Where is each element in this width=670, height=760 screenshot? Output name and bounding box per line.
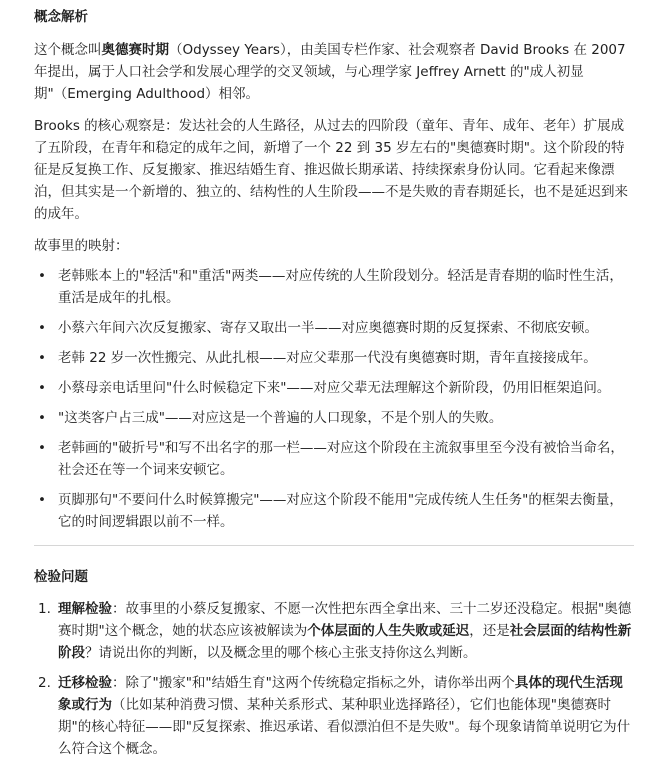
bullet-marker: • <box>38 440 46 456</box>
bullet-marker: • <box>38 350 46 366</box>
question-text: ，还是 <box>469 623 510 639</box>
question-number: 1. <box>38 601 51 617</box>
mapping-item-text: 页脚那句"不要问什么时候算搬完"——对应这个阶段不能用"完成传统人生任务"的框架去衡量，它的时间逻辑跟以前不一样。 <box>58 492 623 530</box>
section-divider <box>34 545 634 546</box>
question-text: ：除了"搬家"和"结婚生育"这两个传统稳定指标之外，请你举出两个 <box>112 675 515 691</box>
questions-heading: 检验问题 <box>34 569 88 585</box>
questions-section <box>34 566 636 760</box>
mapping-item-text: 老韩账本上的"轻活"和"重活"两类——对应传统的人生阶段划分。轻活是青春期的临时性生活，重活是成年的扎根。 <box>58 268 623 306</box>
question-emphasis: 具体的现代生活现象或行为 <box>58 675 623 713</box>
question-item <box>34 598 636 664</box>
intro-text-b: （Odyssey Years），由美国专栏作家、社会观察者 David Brooks 在 2007 年提出，属于人口社会学和发展心理学的交叉领域，与心理学家 Jeffrey Arnett 的"成人初显期"（Emerging Adulthood）相邻。 <box>34 42 626 102</box>
mapping-item <box>34 377 636 399</box>
mapping-item-text: 小蔡六年间六次反复搬家、寄存又取出一半——对应奥德赛时期的反复探索、不彻底安顿。 <box>58 320 598 336</box>
concept-intro-paragraph <box>34 39 636 105</box>
mapping-heading: 故事里的映射： <box>34 238 129 254</box>
question-number: 2. <box>38 675 51 691</box>
mapping-item <box>34 489 636 533</box>
mapping-list <box>34 265 636 533</box>
intro-term: 奥德赛时期 <box>101 42 169 58</box>
question-label: 理解检验 <box>58 601 112 617</box>
question-text: ：故事里的小蔡反复搬家、不愿一次性把东西全拿出来、三十二岁还没稳定。根据"奥德赛时期"这个概念，她的状态应该被解读为 <box>58 601 632 639</box>
question-text: （比如某种消费习惯、某种关系形式、某种职业选择路径），它们也能体现"奥德赛时期"的核心特征——即"反复探索、推迟承诺、看似漂泊但不是失败"。每个现象请简单说明它为什么符合这个概念。 <box>58 697 631 757</box>
mapping-item <box>34 317 636 339</box>
mapping-item-text: 老韩画的"破折号"和写不出名字的那一栏——对应这个阶段在主流叙事里至今没有被恰当命名，社会还在等一个词来安顿它。 <box>58 440 624 478</box>
question-text: ？请说出你的判断，以及概念里的哪个核心主张支持你这么判断。 <box>85 645 477 661</box>
concept-core-paragraph: Brooks 的核心观察是：发达社会的人生路径，从过去的四阶段（童年、青年、成年、老年）扩展成了五阶段，在青年和稳定的成年之间，新增了一个 22 到 35 岁左右的"奥德赛时期"。这个阶段的特征是反复换工作、反复搬家、推迟结婚生育、推迟做长期承诺、持续探索身份认同。它看起来像漂泊，但其实是一个新增的、独立的、结构性的人生阶段——不是失败的青春期延长，也不是延迟到来的成年。 <box>34 118 628 222</box>
mapping-item-text: 老韩 22 岁一次性搬完、从此扎根——对应父辈那一代没有奥德赛时期，青年直接接成年。 <box>58 350 597 366</box>
bullet-marker: • <box>38 380 46 396</box>
bullet-marker: • <box>38 268 46 284</box>
mapping-item <box>34 265 636 309</box>
mapping-item <box>34 407 636 429</box>
bullet-marker: • <box>38 320 46 336</box>
intro-text-a: 这个概念叫 <box>34 42 102 58</box>
question-label: 迁移检验 <box>58 675 112 691</box>
bullet-marker: • <box>38 492 46 508</box>
concept-heading: 概念解析 <box>34 9 88 25</box>
bullet-marker: • <box>38 410 46 426</box>
mapping-item <box>34 347 636 369</box>
mapping-item <box>34 437 636 481</box>
mapping-item-text: 小蔡母亲电话里问"什么时候稳定下来"——对应父辈无法理解这个新阶段，仍用旧框架追问。 <box>58 380 611 396</box>
question-emphasis: 社会层面的结构性新阶段 <box>58 623 632 661</box>
question-emphasis: 个体层面的人生失败或延迟 <box>307 623 470 639</box>
mapping-item-text: "这类客户占三成"——对应这是一个普遍的人口现象，不是个别人的失败。 <box>58 410 503 426</box>
questions-list <box>34 598 636 760</box>
question-item <box>34 672 636 760</box>
